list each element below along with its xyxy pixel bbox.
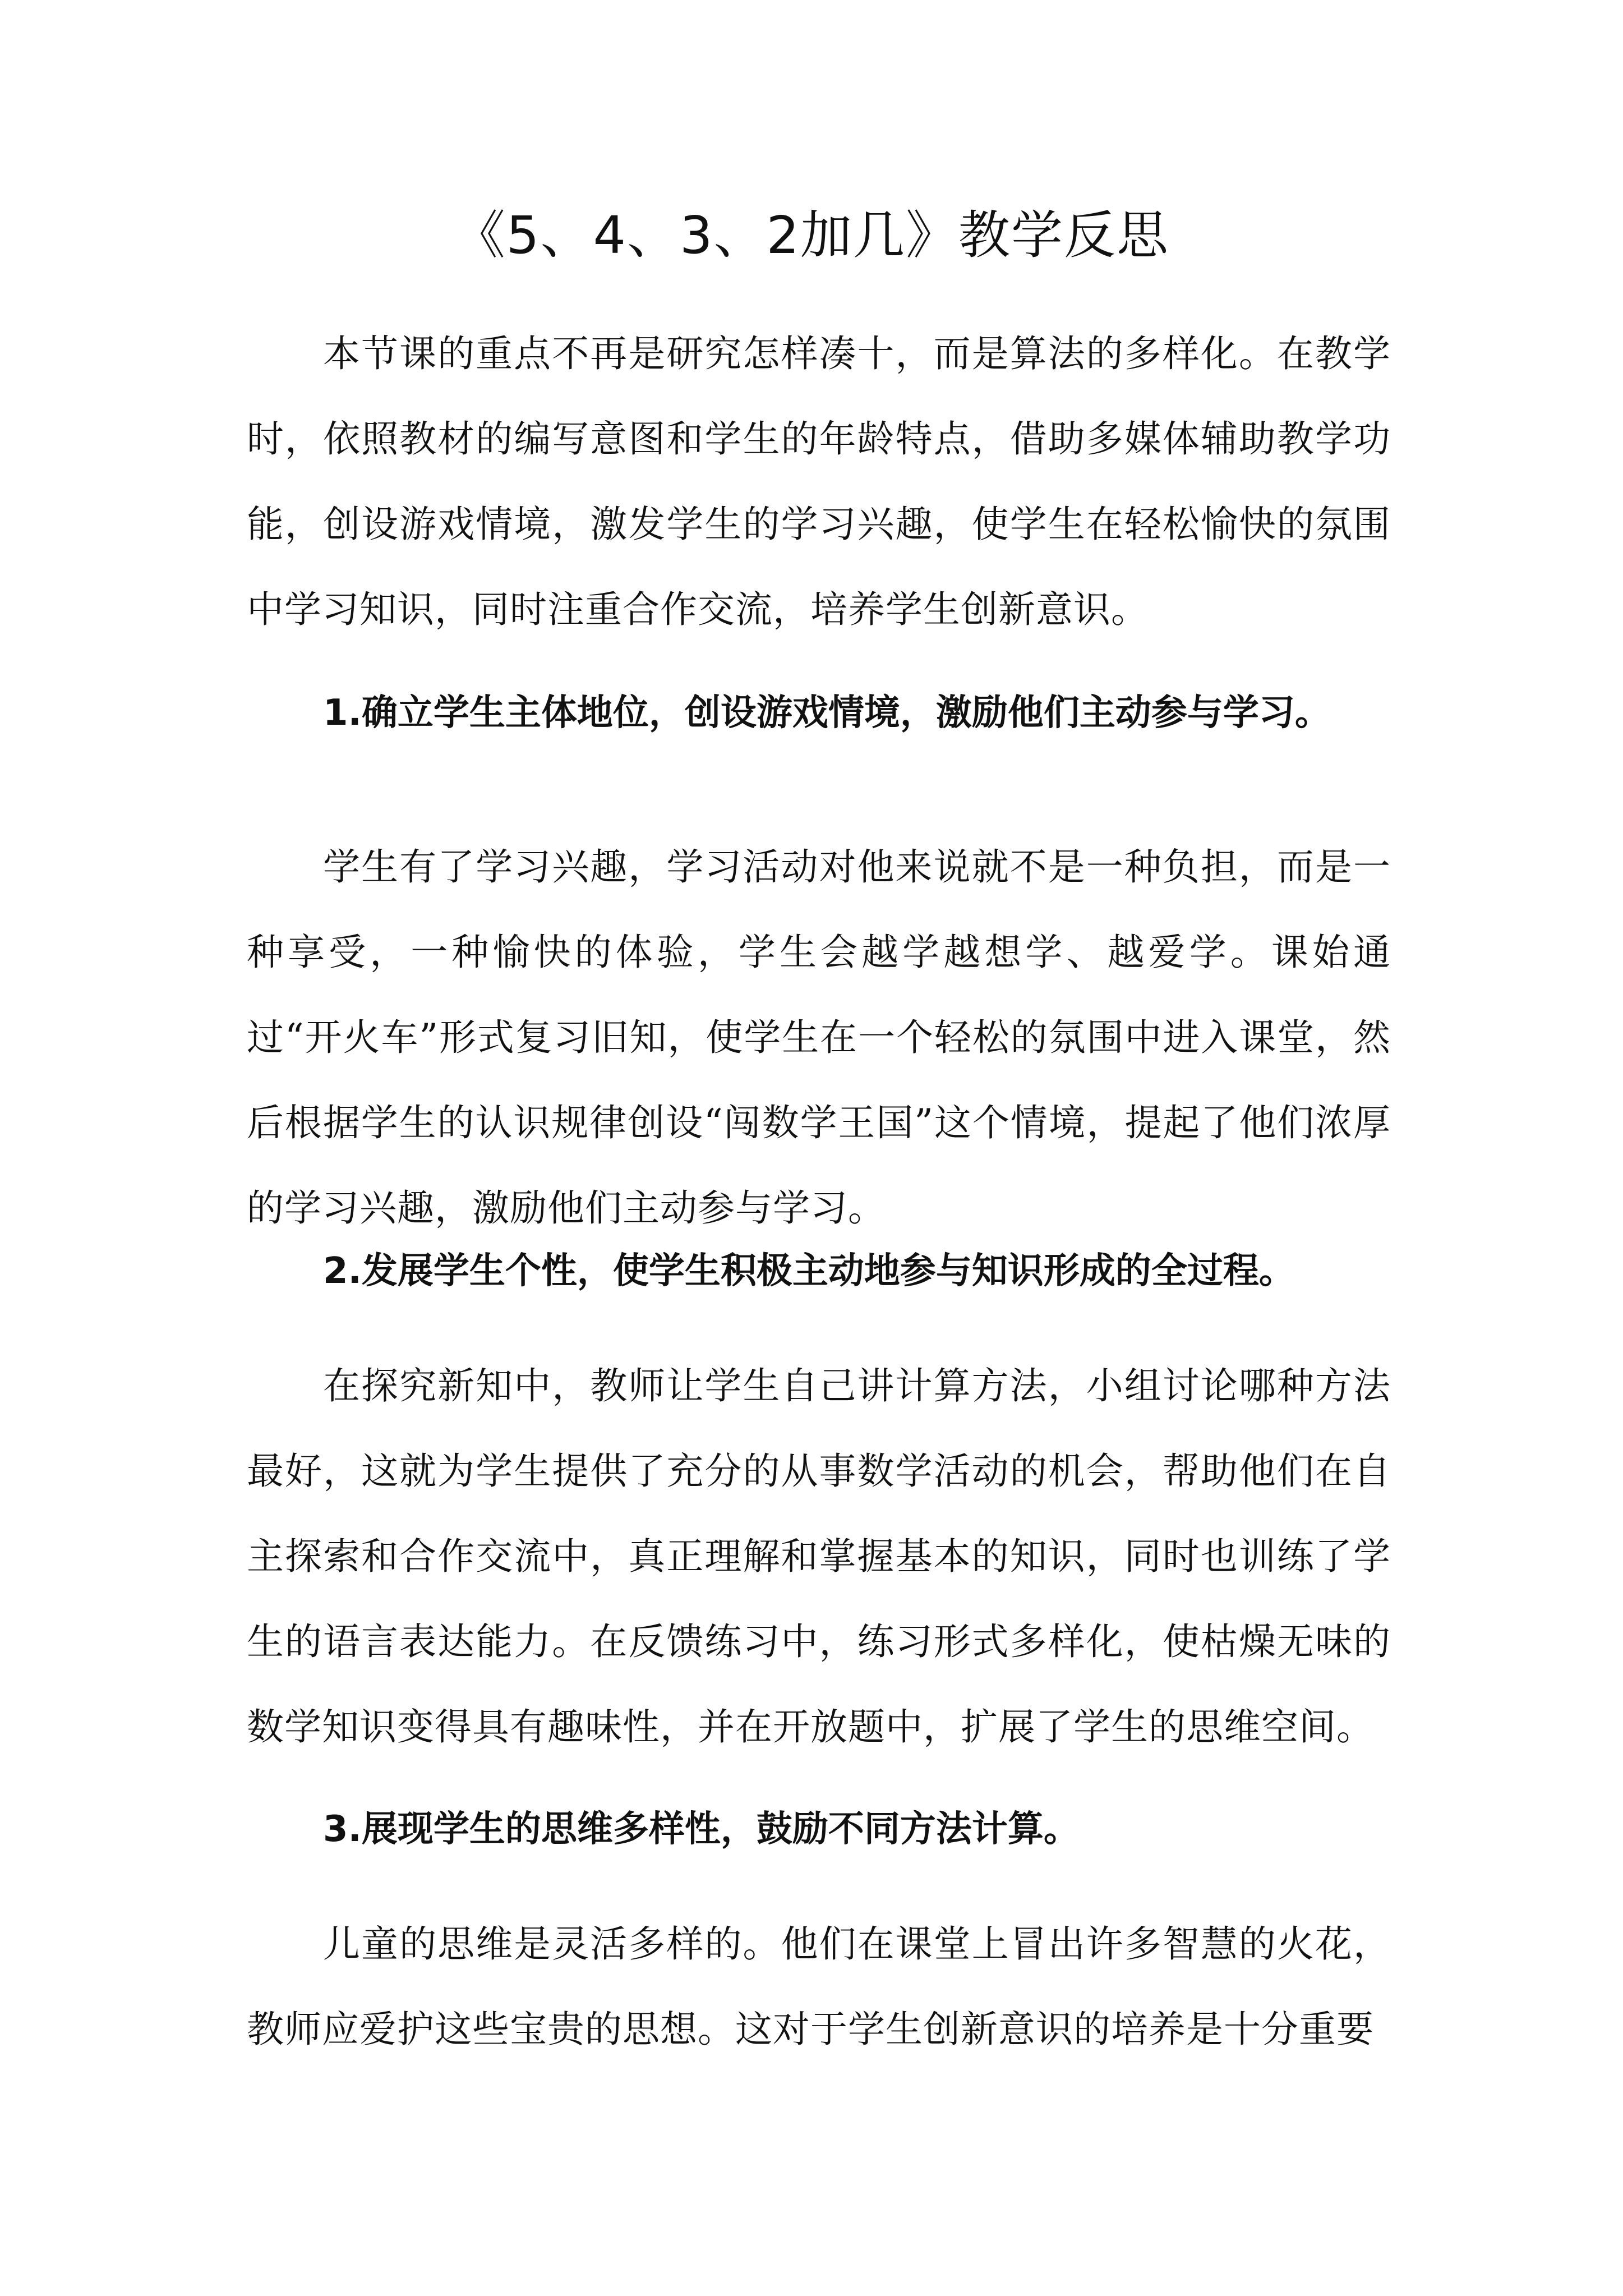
- section-heading-2: 2.发展学生个性，使学生积极主动地参与知识形成的全过程。: [323, 1250, 1295, 1292]
- paragraph-section-2: 在探究新知中，教师让学生自己讲计算方法，小组讨论哪种方法最好，这就为学生提供了充分的从事数学活动的机会，帮助他们在自主探索和合作交流中，真正理解和掌握基本的知识，同时也训练了学生的语言表达能力。在反馈练习中，练习形式多样化，使枯燥无味的数学知识变得具有趣味性，并在开放题中，扩展了学生的思维空间。: [247, 1364, 1391, 1749]
- document-title: 《5、4、3、2加几》教学反思: [453, 205, 1170, 265]
- paragraph-section-3: 儿童的思维是灵活多样的。他们在课堂上冒出许多智慧的火花，教师应爱护这些宝贵的思想。这对于学生创新意识的培养是十分重要: [247, 1922, 1391, 2051]
- paragraph-section-1: 学生有了学习兴趣，学习活动对他来说就不是一种负担，而是一种享受，一种愉快的体验，学生会越学越想学、越爱学。课始通过“开火车”形式复习旧知，使学生在一个轻松的氛围中进入课堂，然后根据学生的认识规律创设“闯数学王国”这个情境，提起了他们浓厚的学习兴趣，激励他们主动参与学习。: [247, 845, 1391, 1230]
- section-heading-3: 3.展现学生的思维多样性，鼓励不同方法计算。: [323, 1809, 1080, 1850]
- paragraph-intro: 本节课的重点不再是研究怎样凑十，而是算法的多样化。在教学时，依照教材的编写意图和学生的年龄特点，借助多媒体辅助教学功能，创设游戏情境，激发学生的学习兴趣，使学生在轻松愉快的氛围中学习知识，同时注重合作交流，培养学生创新意识。: [247, 332, 1391, 631]
- section-heading-1: 1.确立学生主体地位，创设游戏情境，激励他们主动参与学习。: [323, 692, 1331, 734]
